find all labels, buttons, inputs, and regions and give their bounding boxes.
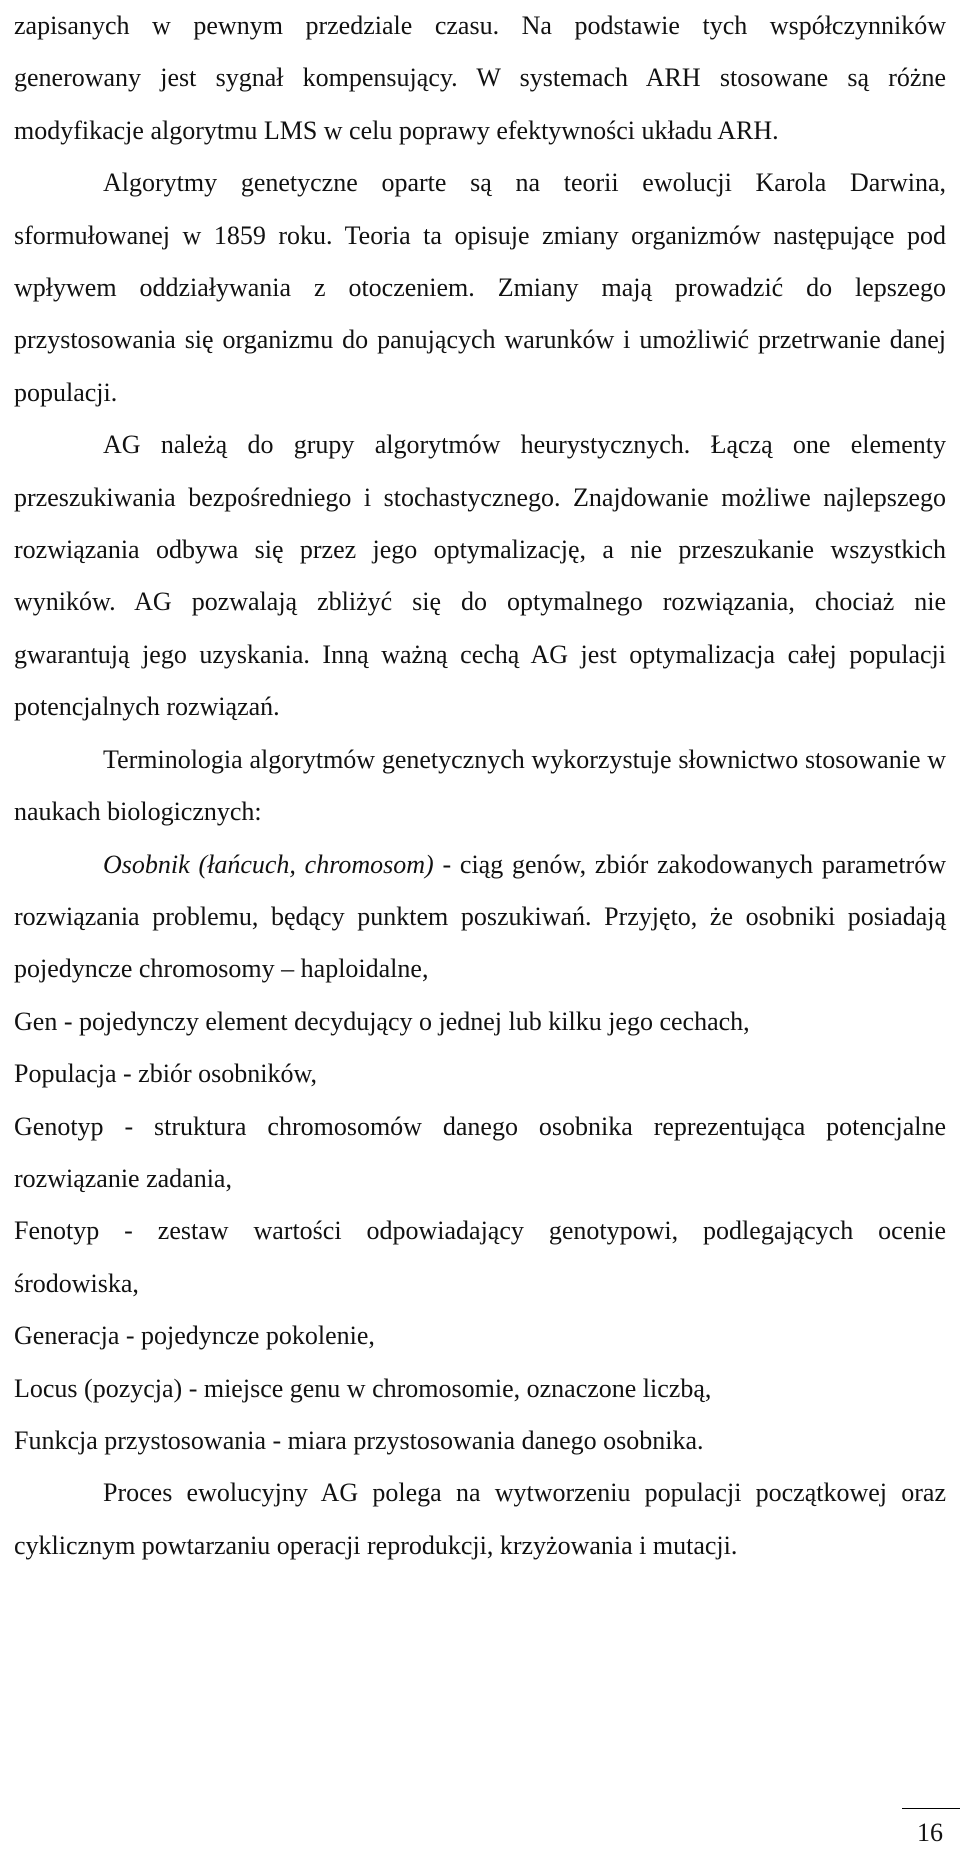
- paragraph-ag-heuristic: AG należą do grupy algorytmów heurystycznych. Łączą one elementy przeszukiwania bezpośredniego i stochastycznego. Znajdowanie możliwe najlepszego rozwiązania odbywa się przez jego optymalizację, a nie przeszukanie wszystkich wyników. AG pozwalają zbliżyć się do optymalnego rozwiązania, chociaż nie gwarantują jego uzyskania. Inną ważną cechą AG jest optymalizacja całej populacji potencjalnych rozwiązań.: [14, 430, 946, 722]
- definition-funkcja: Funkcja przystosowania - miara przystosowania danego osobnika.: [14, 1425, 704, 1455]
- definition-gen: Gen - pojedynczy element decydujący o jednej lub kilku jego cechach,: [14, 1006, 750, 1036]
- definition-locus: Locus (pozycja) - miejsce genu w chromosomie, oznaczone liczbą,: [14, 1373, 712, 1403]
- definition-populacja: Populacja - zbiór osobników,: [14, 1059, 318, 1089]
- definition-osobnik-text: - ciąg genów, zbiór zakodowanych parametrów rozwiązania problemu, będący punktem poszukiwań. Przyjęto, że osobniki posiadają pojedyncze chromosomy – haploidalne,: [14, 849, 946, 984]
- paragraph-arh: zapisanych w pewnym przedziale czasu. Na podstawie tych współczynników generowany jest sygnał kompensujący. W systemach ARH stosowane są różne modyfikacje algorytmu LMS w celu poprawy efektywności układu ARH.: [14, 11, 946, 145]
- footer-divider: [902, 1808, 960, 1809]
- definition-osobnik: [14, 839, 946, 996]
- paragraph-evolution-process: Proces ewolucyjny AG polega na wytworzeniu populacji początkowej oraz cyklicznym powtarzaniu operacji reprodukcji, krzyżowania i mutacji.: [14, 1478, 946, 1560]
- definition-genotyp: Genotyp - struktura chromosomów danego osobnika reprezentująca potencjalne rozwiązanie zadania,: [14, 1111, 946, 1193]
- definition-generacja: Generacja - pojedyncze pokolenie,: [14, 1321, 375, 1351]
- definition-osobnik-term: Osobnik (łańcuch, chromosom): [103, 849, 434, 879]
- paragraph-terminology: Terminologia algorytmów genetycznych wykorzystuje słownictwo stosowanie w naukach biologicznych:: [14, 744, 946, 827]
- page-number: 16: [917, 1818, 943, 1847]
- document-body: [14, 0, 946, 1572]
- definition-fenotyp: Fenotyp - zestaw wartości odpowiadający genotypowi, podlegających ocenie środowiska,: [14, 1216, 946, 1298]
- paragraph-darwin: Algorytmy genetyczne oparte są na teorii ewolucji Karola Darwina, sformułowanej w 1859 roku. Teoria ta opisuje zmiany organizmów następujące pod wpływem oddziaływania z otoczeniem. Zmiany mają prowadzić do lepszego przystosowania się organizmu do panujących warunków i umożliwić przetrwanie danej populacji.: [14, 168, 946, 407]
